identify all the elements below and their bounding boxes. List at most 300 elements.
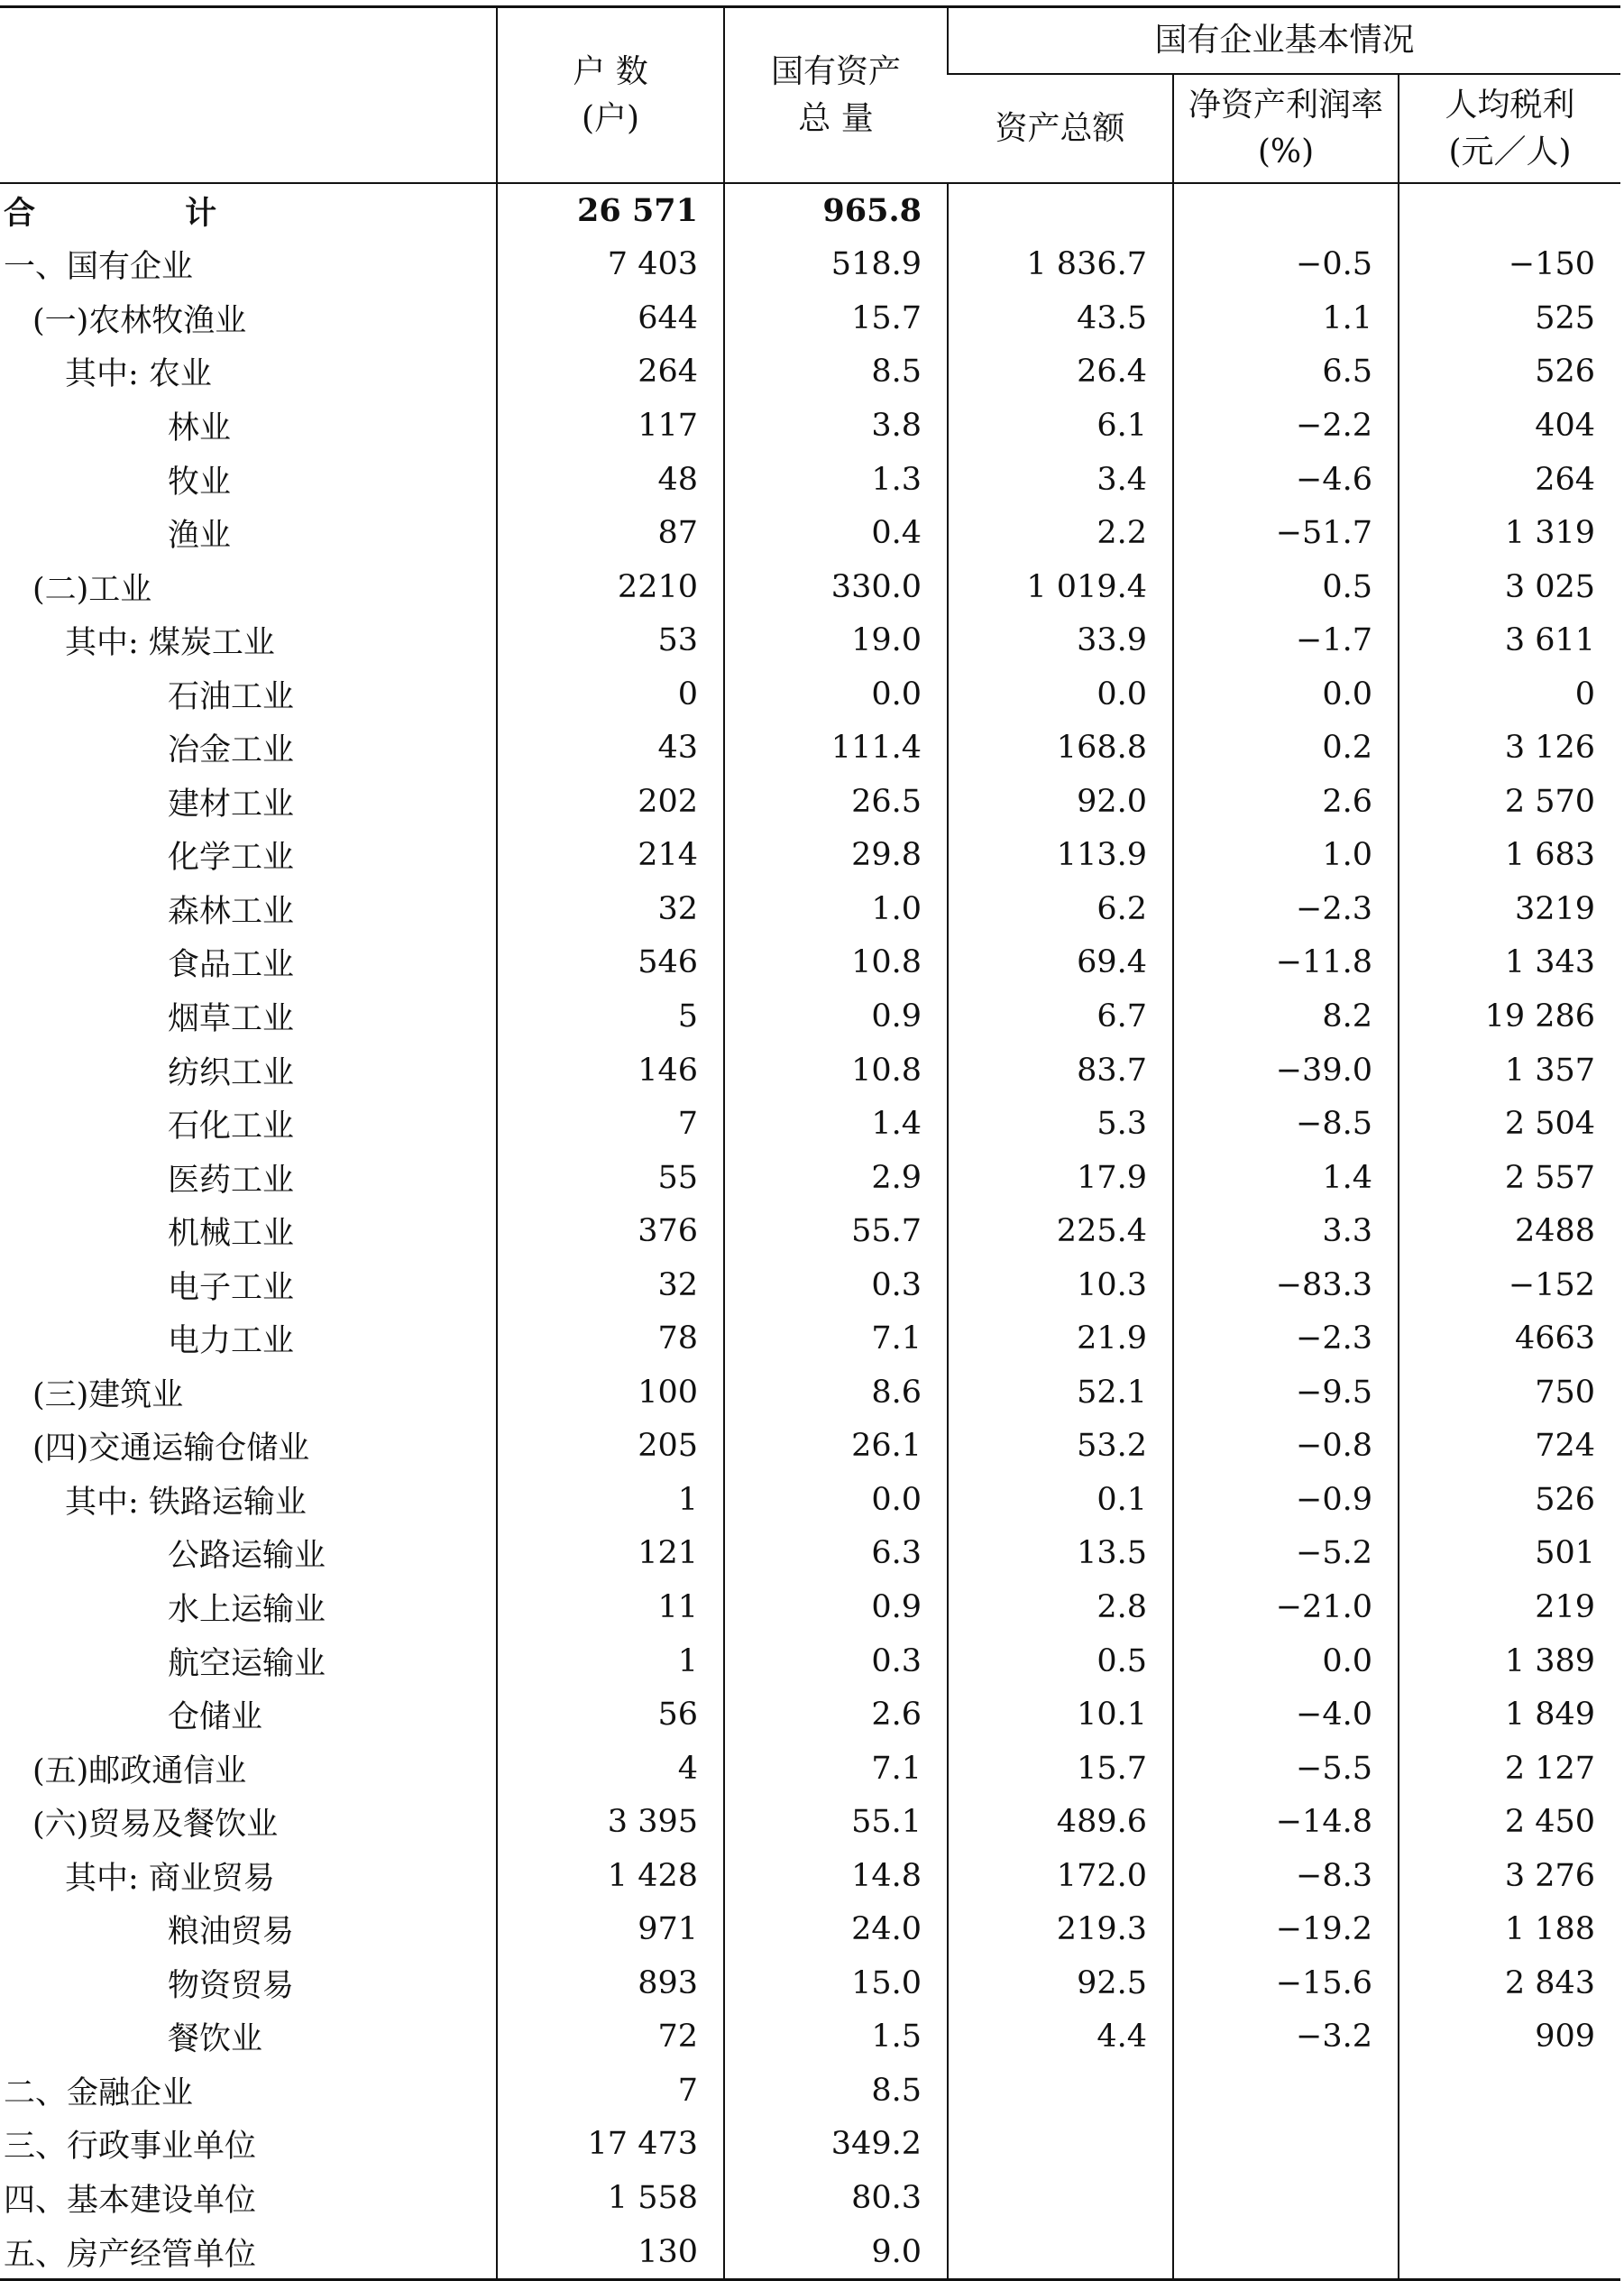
row-label <box>0 667 497 722</box>
row-label <box>0 1580 497 1634</box>
households-cell: 53 <box>497 613 724 667</box>
table-row <box>0 1258 1620 1312</box>
households-cell: 7 403 <box>497 238 724 292</box>
table-row <box>0 345 1620 400</box>
roe-cell: −0.9 <box>1173 1473 1399 1527</box>
households-cell: 4 <box>497 1742 724 1796</box>
row-label <box>0 560 497 614</box>
tax-cell <box>1399 183 1620 238</box>
header-households-line2: (户) <box>581 99 640 137</box>
total-assets-cell <box>948 2064 1173 2118</box>
row-label-text: 化学工业 <box>168 840 295 877</box>
tax-cell: 501 <box>1399 1527 1620 1581</box>
total-assets-cell: 43.5 <box>948 291 1173 345</box>
row-label-text: (二)工业 <box>32 571 152 608</box>
roe-cell: −2.3 <box>1173 882 1399 936</box>
row-label <box>0 829 497 883</box>
state-assets-cell: 26.1 <box>724 1420 948 1474</box>
state-assets-cell: 349.2 <box>724 2118 948 2172</box>
households-cell: 87 <box>497 506 724 560</box>
total-assets-cell: 2.2 <box>948 506 1173 560</box>
table-row <box>0 1044 1620 1098</box>
state-assets-cell: 55.7 <box>724 1204 948 1258</box>
households-cell: 1 <box>497 1473 724 1527</box>
row-label-text: 电力工业 <box>168 1323 295 1360</box>
table-row <box>0 1527 1620 1581</box>
total-assets-cell: 83.7 <box>948 1044 1173 1098</box>
state-assets-cell: 2.6 <box>724 1688 948 1742</box>
table-body <box>0 183 1620 2280</box>
total-assets-cell: 0.0 <box>948 667 1173 722</box>
row-label-text: 建材工业 <box>168 786 295 823</box>
row-label <box>0 2225 497 2280</box>
row-label-text: 石油工业 <box>168 678 295 715</box>
tax-cell: 3 126 <box>1399 721 1620 775</box>
state-assets-cell: 0.0 <box>724 667 948 722</box>
table-row <box>0 2010 1620 2065</box>
roe-cell: −21.0 <box>1173 1580 1399 1634</box>
header-roe-line1: 净资产利润率 <box>1188 86 1383 124</box>
tax-cell: 3 611 <box>1399 613 1620 667</box>
roe-cell: −4.6 <box>1173 453 1399 507</box>
table-row <box>0 1311 1620 1366</box>
state-assets-cell: 8.5 <box>724 345 948 400</box>
header-tax-line2: (元／人) <box>1448 133 1572 170</box>
table-row <box>0 882 1620 936</box>
table-row <box>0 989 1620 1044</box>
total-assets-cell: 10.1 <box>948 1688 1173 1742</box>
tax-cell <box>1399 2064 1620 2118</box>
households-cell: 1 558 <box>497 2171 724 2225</box>
total-assets-cell: 6.1 <box>948 399 1173 453</box>
roe-cell <box>1173 183 1399 238</box>
total-assets-cell: 3.4 <box>948 453 1173 507</box>
tax-cell: 404 <box>1399 399 1620 453</box>
households-cell: 1 <box>497 1634 724 1688</box>
roe-cell: −2.3 <box>1173 1311 1399 1366</box>
tax-cell: 1 357 <box>1399 1044 1620 1098</box>
households-cell: 5 <box>497 989 724 1044</box>
row-label-text: 水上运输业 <box>168 1591 326 1628</box>
table-row <box>0 1473 1620 1527</box>
tax-cell: 1 343 <box>1399 936 1620 990</box>
header-roe <box>1173 74 1399 183</box>
total-assets-cell: 5.3 <box>948 1097 1173 1151</box>
table-row <box>0 1151 1620 1205</box>
roe-cell: −1.7 <box>1173 613 1399 667</box>
state-assets-cell: 0.4 <box>724 506 948 560</box>
row-label-text: 森林工业 <box>168 893 295 930</box>
households-cell: 546 <box>497 936 724 990</box>
households-cell: 971 <box>497 1903 724 1957</box>
tax-cell: 909 <box>1399 2010 1620 2065</box>
roe-cell: 3.3 <box>1173 1204 1399 1258</box>
state-assets-cell: 9.0 <box>724 2225 948 2280</box>
tax-cell: 264 <box>1399 453 1620 507</box>
row-label <box>0 2171 497 2225</box>
households-cell: 11 <box>497 1580 724 1634</box>
roe-cell: −15.6 <box>1173 1956 1399 2010</box>
roe-cell: −51.7 <box>1173 506 1399 560</box>
roe-cell: −0.8 <box>1173 1420 1399 1474</box>
state-assets-cell: 2.9 <box>724 1151 948 1205</box>
households-cell: 17 473 <box>497 2118 724 2172</box>
row-label <box>0 399 497 453</box>
households-cell: 893 <box>497 1956 724 2010</box>
tax-cell: 1 849 <box>1399 1688 1620 1742</box>
row-label <box>0 1742 497 1796</box>
row-label <box>0 1634 497 1688</box>
state-assets-cell: 3.8 <box>724 399 948 453</box>
row-label <box>0 2064 497 2118</box>
table-row <box>0 1366 1620 1420</box>
roe-cell: −19.2 <box>1173 1903 1399 1957</box>
table-row <box>0 1204 1620 1258</box>
state-assets-cell: 55.1 <box>724 1795 948 1849</box>
households-cell: 117 <box>497 399 724 453</box>
header-households <box>497 7 724 184</box>
header-tax-line1: 人均税利 <box>1445 86 1575 124</box>
table-row <box>0 506 1620 560</box>
row-label <box>0 1420 497 1474</box>
row-label <box>0 1097 497 1151</box>
row-label-text: 医药工业 <box>168 1162 295 1199</box>
roe-cell: 1.4 <box>1173 1151 1399 1205</box>
households-cell: 264 <box>497 345 724 400</box>
table-row <box>0 2064 1620 2118</box>
tax-cell <box>1399 2118 1620 2172</box>
households-cell: 43 <box>497 721 724 775</box>
tax-cell: 0 <box>1399 667 1620 722</box>
row-label <box>0 506 497 560</box>
roe-cell: −9.5 <box>1173 1366 1399 1420</box>
roe-cell: −0.5 <box>1173 238 1399 292</box>
state-assets-cell: 29.8 <box>724 829 948 883</box>
state-assets-cell: 6.3 <box>724 1527 948 1581</box>
total-assets-cell: 17.9 <box>948 1151 1173 1205</box>
row-label-text: (一)农林牧渔业 <box>32 302 247 339</box>
state-assets-cell: 965.8 <box>724 183 948 238</box>
total-assets-cell: 0.5 <box>948 1634 1173 1688</box>
state-assets-cell: 7.1 <box>724 1311 948 1366</box>
households-cell: 130 <box>497 2225 724 2280</box>
row-label-text: 一、国有企业 <box>4 249 194 286</box>
total-assets-cell: 13.5 <box>948 1527 1173 1581</box>
row-label-text: 五、房产经管单位 <box>4 2236 257 2273</box>
table-row <box>0 2118 1620 2172</box>
tax-cell: 750 <box>1399 1366 1620 1420</box>
row-label-text: 粮油贸易 <box>168 1914 295 1951</box>
tax-cell: 1 389 <box>1399 1634 1620 1688</box>
tax-cell <box>1399 2171 1620 2225</box>
row-label-text: 航空运输业 <box>168 1645 326 1682</box>
table-row <box>0 2225 1620 2280</box>
row-label <box>0 1473 497 1527</box>
row-label-text: 冶金工业 <box>168 732 295 769</box>
row-label <box>0 936 497 990</box>
row-label-text: 牧业 <box>168 464 232 501</box>
total-assets-cell: 15.7 <box>948 1742 1173 1796</box>
row-label-text: 食品工业 <box>168 947 295 984</box>
total-assets-cell <box>948 2225 1173 2280</box>
total-assets-cell <box>948 2118 1173 2172</box>
tax-cell: 2 127 <box>1399 1742 1620 1796</box>
state-assets-cell: 8.5 <box>724 2064 948 2118</box>
total-assets-cell: 2.8 <box>948 1580 1173 1634</box>
table-row <box>0 1097 1620 1151</box>
total-assets-cell: 53.2 <box>948 1420 1173 1474</box>
row-label-text: 纺织工业 <box>168 1054 295 1091</box>
total-assets-cell: 92.5 <box>948 1956 1173 2010</box>
state-assets-cell: 0.9 <box>724 1580 948 1634</box>
row-label-text: 仓储业 <box>168 1699 263 1736</box>
roe-cell: −83.3 <box>1173 1258 1399 1312</box>
row-label <box>0 613 497 667</box>
households-cell: 2210 <box>497 560 724 614</box>
roe-cell: 0.0 <box>1173 1634 1399 1688</box>
tax-cell: 2 843 <box>1399 1956 1620 2010</box>
row-label-text: (四)交通运输仓储业 <box>32 1430 310 1467</box>
state-assets-cell: 0.0 <box>724 1473 948 1527</box>
table-row <box>0 560 1620 614</box>
state-assets-cell: 518.9 <box>724 238 948 292</box>
row-label-text: 其中: 商业贸易 <box>65 1860 275 1897</box>
state-assets-cell: 330.0 <box>724 560 948 614</box>
row-label-text: (三)建筑业 <box>32 1376 184 1413</box>
state-assets-cell: 10.8 <box>724 936 948 990</box>
total-assets-cell: 26.4 <box>948 345 1173 400</box>
state-assets-cell: 7.1 <box>724 1742 948 1796</box>
row-label <box>0 775 497 829</box>
roe-cell: −3.2 <box>1173 2010 1399 2065</box>
state-assets-cell: 0.3 <box>724 1634 948 1688</box>
households-cell: 32 <box>497 882 724 936</box>
header-state-assets <box>724 7 948 184</box>
tax-cell: 4663 <box>1399 1311 1620 1366</box>
total-assets-cell: 6.2 <box>948 882 1173 936</box>
row-label-text: 机械工业 <box>168 1216 295 1253</box>
row-label-text: 电子工业 <box>168 1269 295 1306</box>
header-total-assets: 资产总额 <box>948 74 1173 183</box>
roe-cell: 0.0 <box>1173 667 1399 722</box>
state-assets-cell: 10.8 <box>724 1044 948 1098</box>
row-label-text: (五)邮政通信业 <box>32 1752 247 1789</box>
total-assets-cell: 52.1 <box>948 1366 1173 1420</box>
state-assets-cell: 8.6 <box>724 1366 948 1420</box>
tax-cell: 1 319 <box>1399 506 1620 560</box>
households-cell: 214 <box>497 829 724 883</box>
row-label <box>0 1258 497 1312</box>
roe-cell: 1.1 <box>1173 291 1399 345</box>
total-assets-cell: 172.0 <box>948 1849 1173 1903</box>
total-assets-cell: 21.9 <box>948 1311 1173 1366</box>
state-assets-cell: 26.5 <box>724 775 948 829</box>
households-cell: 376 <box>497 1204 724 1258</box>
state-assets-cell: 1.0 <box>724 882 948 936</box>
total-assets-cell: 92.0 <box>948 775 1173 829</box>
row-label-text: 石化工业 <box>168 1108 295 1145</box>
row-label <box>0 1366 497 1420</box>
row-label-text: 餐饮业 <box>168 2021 263 2058</box>
row-label <box>0 1204 497 1258</box>
roe-cell: 0.5 <box>1173 560 1399 614</box>
table-row <box>0 1688 1620 1742</box>
households-cell: 0 <box>497 667 724 722</box>
state-assets-cell: 15.0 <box>724 1956 948 2010</box>
tax-cell: 2 450 <box>1399 1795 1620 1849</box>
table-row <box>0 238 1620 292</box>
total-assets-cell: 6.7 <box>948 989 1173 1044</box>
row-label-text: (六)贸易及餐饮业 <box>32 1807 279 1844</box>
table-row <box>0 1956 1620 2010</box>
total-assets-cell: 225.4 <box>948 1204 1173 1258</box>
tax-cell: 3219 <box>1399 882 1620 936</box>
total-assets-cell: 1 836.7 <box>948 238 1173 292</box>
table-row <box>0 936 1620 990</box>
state-assets-cell: 111.4 <box>724 721 948 775</box>
tax-cell: 3 025 <box>1399 560 1620 614</box>
households-cell: 205 <box>497 1420 724 1474</box>
roe-cell: 8.2 <box>1173 989 1399 1044</box>
tax-cell: 526 <box>1399 1473 1620 1527</box>
households-cell: 644 <box>497 291 724 345</box>
state-assets-cell: 1.5 <box>724 2010 948 2065</box>
tax-cell: 219 <box>1399 1580 1620 1634</box>
row-label <box>0 183 497 238</box>
row-label-text: 烟草工业 <box>168 1000 295 1037</box>
roe-cell: −5.5 <box>1173 1742 1399 1796</box>
roe-cell: −4.0 <box>1173 1688 1399 1742</box>
tax-cell: 2488 <box>1399 1204 1620 1258</box>
state-assets-cell: 1.4 <box>724 1097 948 1151</box>
row-label <box>0 1795 497 1849</box>
households-cell: 100 <box>497 1366 724 1420</box>
roe-cell: −14.8 <box>1173 1795 1399 1849</box>
total-assets-cell: 33.9 <box>948 613 1173 667</box>
table-row <box>0 721 1620 775</box>
roe-cell: 6.5 <box>1173 345 1399 400</box>
table-row <box>0 775 1620 829</box>
tax-cell: 1 683 <box>1399 829 1620 883</box>
row-label <box>0 1956 497 2010</box>
table-row <box>0 399 1620 453</box>
households-cell: 121 <box>497 1527 724 1581</box>
table-row <box>0 183 1620 238</box>
row-label <box>0 2118 497 2172</box>
row-label-text: 其中: 农业 <box>65 356 212 393</box>
households-cell: 146 <box>497 1044 724 1098</box>
header-roe-line2: (%) <box>1257 133 1315 170</box>
roe-cell: 0.2 <box>1173 721 1399 775</box>
row-label-text: 二、金融企业 <box>4 2074 194 2111</box>
table-row <box>0 453 1620 507</box>
row-label-text: 其中: 铁路运输业 <box>65 1484 307 1521</box>
row-label <box>0 291 497 345</box>
table-row <box>0 829 1620 883</box>
tax-cell: 1 188 <box>1399 1903 1620 1957</box>
table-row <box>0 1420 1620 1474</box>
header-category <box>0 7 497 184</box>
households-cell: 78 <box>497 1311 724 1366</box>
header-state-assets-line1: 国有资产 <box>770 52 901 90</box>
total-assets-cell: 1 019.4 <box>948 560 1173 614</box>
households-cell: 7 <box>497 2064 724 2118</box>
tax-cell: 526 <box>1399 345 1620 400</box>
households-cell: 7 <box>497 1097 724 1151</box>
table-row <box>0 1795 1620 1849</box>
roe-cell: 2.6 <box>1173 775 1399 829</box>
row-label <box>0 1527 497 1581</box>
households-cell: 32 <box>497 1258 724 1312</box>
row-label-text: 林业 <box>168 409 232 446</box>
row-label <box>0 238 497 292</box>
header-tax <box>1399 74 1620 183</box>
households-cell: 56 <box>497 1688 724 1742</box>
households-cell: 72 <box>497 2010 724 2065</box>
row-label <box>0 882 497 936</box>
table-row <box>0 667 1620 722</box>
total-assets-cell: 219.3 <box>948 1903 1173 1957</box>
table-row <box>0 1849 1620 1903</box>
row-label <box>0 1688 497 1742</box>
row-label <box>0 1151 497 1205</box>
row-label <box>0 989 497 1044</box>
row-label-text: 渔业 <box>168 518 232 555</box>
roe-cell <box>1173 2171 1399 2225</box>
tax-cell: 724 <box>1399 1420 1620 1474</box>
table-row <box>0 291 1620 345</box>
row-label <box>0 1903 497 1957</box>
table-row <box>0 613 1620 667</box>
tax-cell: 2 504 <box>1399 1097 1620 1151</box>
state-assets-cell: 80.3 <box>724 2171 948 2225</box>
roe-cell <box>1173 2118 1399 2172</box>
tax-cell: 525 <box>1399 291 1620 345</box>
header-state-assets-line2: 总 量 <box>798 99 874 137</box>
roe-cell: −5.2 <box>1173 1527 1399 1581</box>
roe-cell: −2.2 <box>1173 399 1399 453</box>
roe-cell: −8.3 <box>1173 1849 1399 1903</box>
total-assets-cell: 10.3 <box>948 1258 1173 1312</box>
state-assets-cell: 0.9 <box>724 989 948 1044</box>
row-label-text: 合 计 <box>4 194 287 232</box>
table-row <box>0 1903 1620 1957</box>
state-assets-cell: 24.0 <box>724 1903 948 1957</box>
total-assets-cell: 0.1 <box>948 1473 1173 1527</box>
row-label-text: 公路运输业 <box>168 1538 326 1575</box>
table-header <box>0 7 1620 184</box>
roe-cell: 1.0 <box>1173 829 1399 883</box>
state-assets-cell: 15.7 <box>724 291 948 345</box>
tax-cell: 2 570 <box>1399 775 1620 829</box>
state-assets-table <box>0 5 1620 2281</box>
roe-cell: −8.5 <box>1173 1097 1399 1151</box>
total-assets-cell: 113.9 <box>948 829 1173 883</box>
tax-cell: 2 557 <box>1399 1151 1620 1205</box>
row-label-text: 三、行政事业单位 <box>4 2129 257 2166</box>
row-label-text: 物资贸易 <box>168 1967 295 2004</box>
total-assets-cell <box>948 183 1173 238</box>
households-cell: 48 <box>497 453 724 507</box>
tax-cell: 19 286 <box>1399 989 1620 1044</box>
table-row <box>0 1634 1620 1688</box>
row-label <box>0 1849 497 1903</box>
roe-cell: −11.8 <box>1173 936 1399 990</box>
households-cell: 202 <box>497 775 724 829</box>
roe-cell: −39.0 <box>1173 1044 1399 1098</box>
tax-cell: −152 <box>1399 1258 1620 1312</box>
roe-cell <box>1173 2064 1399 2118</box>
